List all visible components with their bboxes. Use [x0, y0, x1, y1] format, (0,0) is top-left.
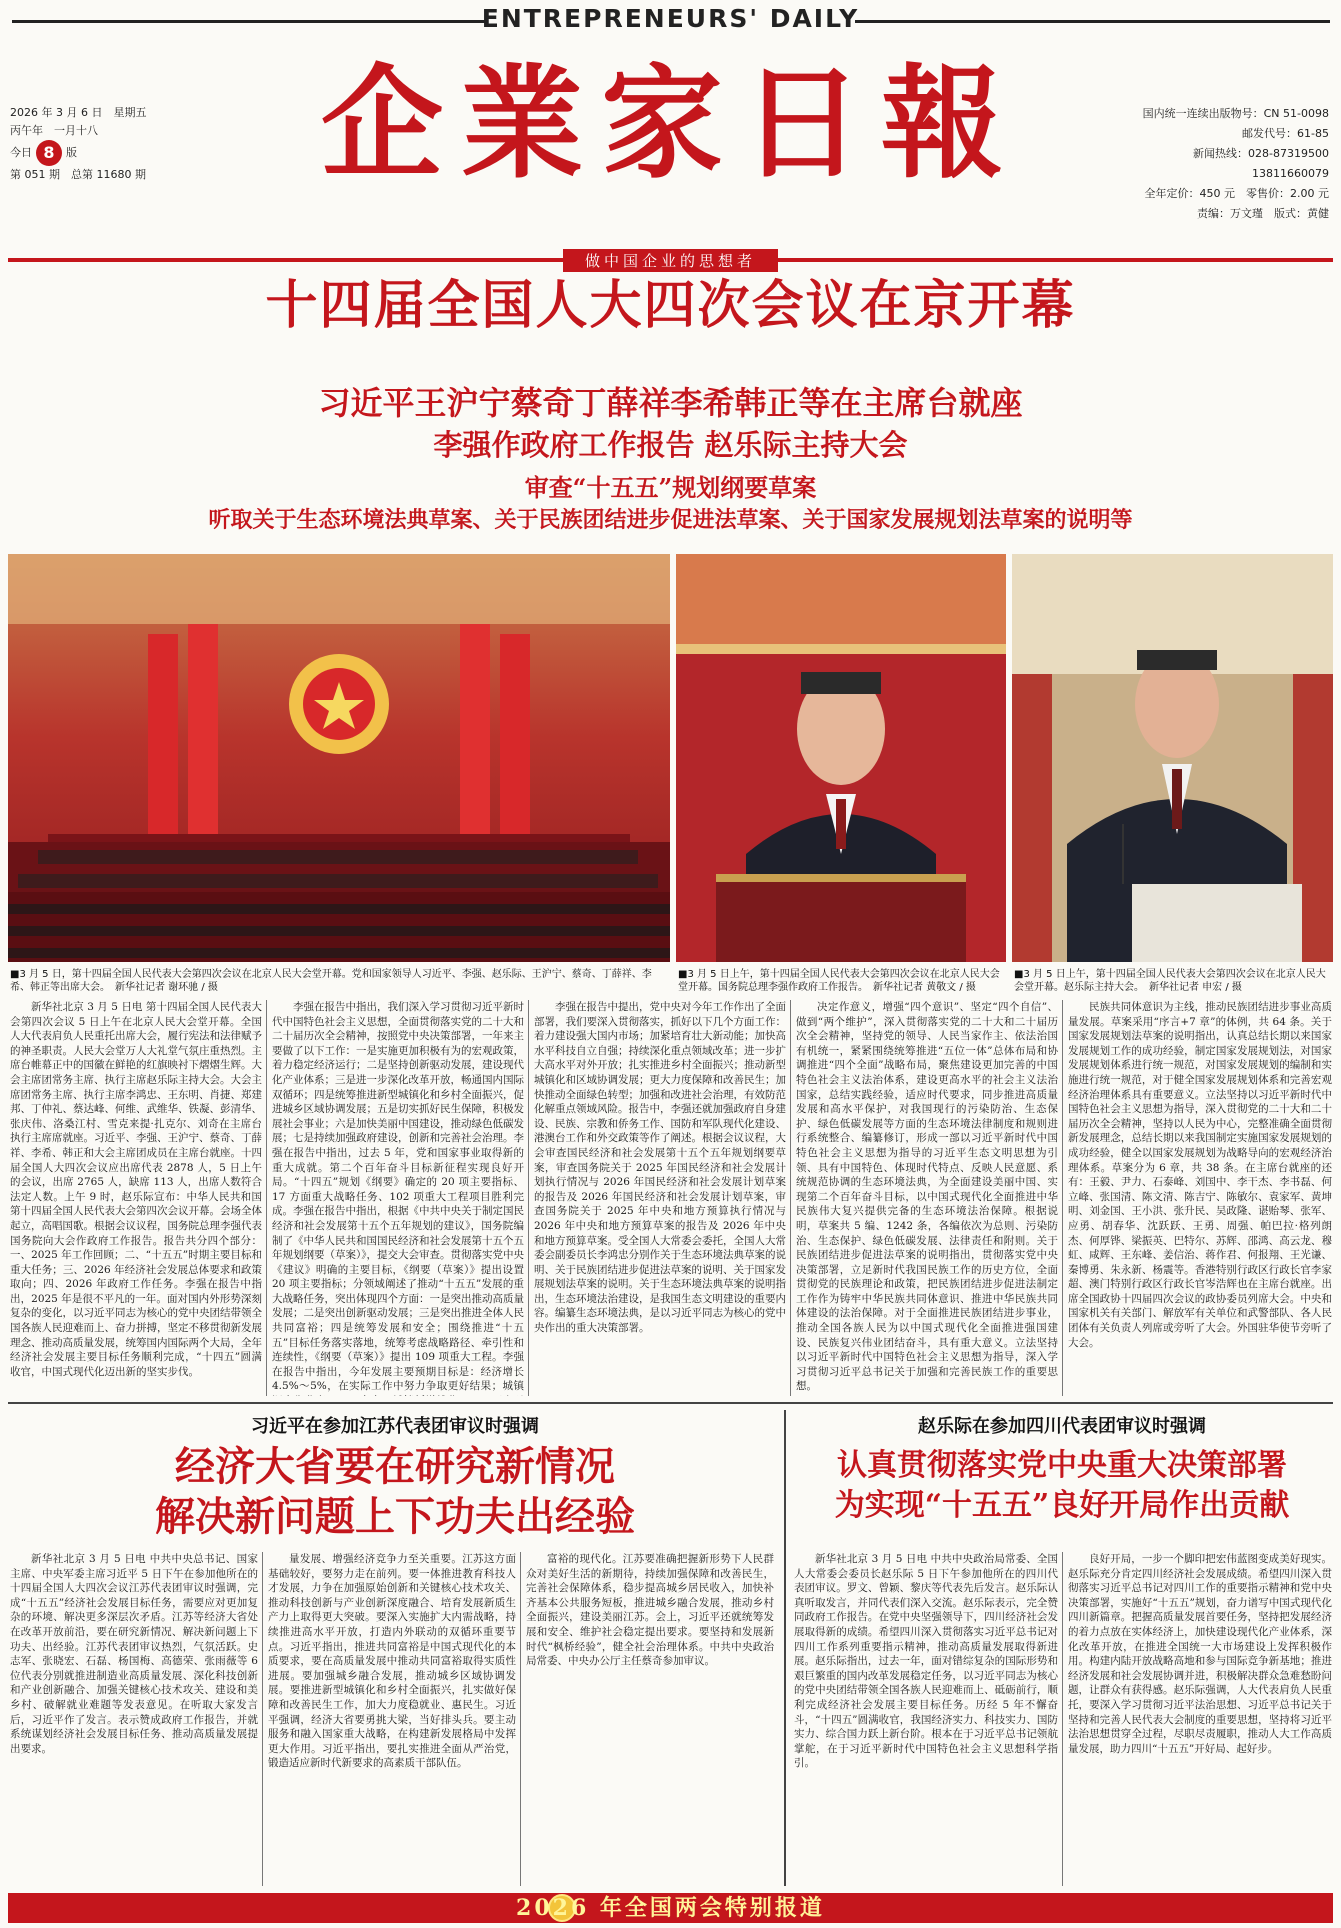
right-story-paragraph-1: 新华社北京 3 月 5 日电 中共中央政治局常委、全国人大常委会委员长赵乐际 5 日下午参加他所在的四川代表团审议。罗文、曾颖、黎庆等代表先后发言。赵乐际认真听取发言，并同代表们深入交流。赵乐际表示，完全赞同政府工作报告。在党中央坚强领导下，四川经济社会发展取得新的成绩。希望四川深入贯彻落实习近平总书记对四川工作系列重要指示精神，推动高质量发展取得新进展。赵乐际指出，过去一年，面对错综复杂的国际形势和艰巨繁重的国内改革发展稳定任务，以习近平同志为核心的党中央团结带领全国各族人民迎难而上、砥砺前行，顺利完成经济社会发展主要目标任务。历经 5 年不懈奋斗，“十四五”圆满收官，我国经济实力、科技实力、国防实力、综合国力跃上新台阶。根本在于习近平总书记领航掌舵，在于习近平新时代中国特色社会主义思想科学指引。: [794, 1553, 1058, 1770]
lead-paragraph-4: 决定作意义，增强“四个意识”、坚定“四个自信”、做到“两个维护”，深入贯彻落实党的二十大和二十届历次全会精神，坚持党的领导、人民当家作主、依法治国有机统一，紧紧围绕统筹推进“五位一体”总体布局和协调推进“四个全面”战略布局，聚焦建设更加完善的中国特色社会主义法治体系，建设更高水平的社会主义法治国家，总结实践经验，适应时代要求，同步推进高质量发展和高水平保护，对我国现行的污染防治、生态保护、绿色低碳发展等方面的生态环境法律制度和规则进行系统整合、编纂修订，形成一部以习近平新时代中国特色社会主义思想为指导的习近平生态文明思想为引领、具有中国特色、体现时代特点、反映人民意愿、系统规范协调的生态环境法典，为全面建设美丽中国、实现第二个百年奋斗目标，以中国式现代化全面推进中华民族伟大复兴提供完备的生态环境法治保障。根据说明，草案共 5 编、1242 条，各编依次为总则、污染防治、生态保护、绿色低碳发展、法律责任和附则。关于民族团结进步促进法草案的说明指出，贯彻落实党中央决策部署，立足新时代我国民族工作的历史方位，全面贯彻党的民族理论和政策，把民族团结进步促进法制定工作作为铸牢中华民族共同体意识、推进中华民族共同体建设的法治保障。对于全面推进民族团结进步事业，推动全国各族人民为以中国式现代化全面推进强国建设、民族复兴伟业团结奋斗，具有重大意义。立法坚持以习近平新时代中国特色社会主义思想为指导，深入学习贯彻习近平总书记关于加强和完善民族工作的重要思想。: [796, 1001, 1058, 1393]
left-story-paragraph-2: 量发展、增强经济竞争力至关重要。江苏这方面基础较好，要努力走在前列。要一体推进教育科技人才发展，力争在加强原始创新和关键核心技术攻关、推动科技创新与产业创新深度融合、培育发展新质生产力上取得更大突破。要深入实施扩大内需战略，持续推进高水平开放，打造内外联动的双循环重要节点。习近平指出，推进共同富裕是中国式现代化的本质要求，要在高质量发展中推动共同富裕取得实质性进展。要加强城乡融合发展，推动城乡区域协调发展。要推进新型城镇化和乡村全面振兴，扎实做好保障和改善民生工作，加大力度稳就业、惠民生。习近平强调，经济大省要勇挑大梁，当好排头兵。要主动服务和融入国家重大战略，在构建新发展格局中发挥更大作用。习近平指出，要扎实推进全面从严治党，锻造适应新时代新要求的高素质干部队伍。: [268, 1553, 516, 1770]
lead-article-column-1: [10, 1000, 262, 1396]
total-issue-number: 总第 11680 期: [71, 168, 146, 181]
issue-weekday: 星期五: [113, 106, 147, 119]
column-rule: [262, 1552, 263, 1886]
left-story-column-1: [10, 1552, 258, 1886]
page-count-badge: 8: [36, 140, 62, 166]
left-story-column-2: [268, 1552, 516, 1886]
lead-headline: 十四届全国人大四次会议在京开幕: [265, 275, 1076, 336]
great-hall-illustration: [8, 554, 670, 962]
right-story-paragraph-2: 良好开局，一步一个脚印把宏伟蓝图变成美好现实。赵乐际充分肯定四川经济社会发展成绩。希望四川深入贯彻落实习近平总书记对四川工作的重要指示精神和党中央决策部署，实施好“十五五”规划，奋力谱写中国式现代化四川新篇章。把握高质量发展首要任务，坚持把发展经济的着力点放在实体经济上，加快建设现代化产业体系，深化改革开放，在推进全国统一大市场建设上发挥积极作用。构建内陆开放战略高地和参与国际竞争新基地；推进经济发展和社会发展协调并进，积极解决群众急难愁盼问题，让群众有获得感。赵乐际强调，人大代表肩负人民重托，要深入学习贯彻习近平法治思想、习近平总书记关于坚持和完善人民代表大会制度的重要思想，坚持将习近平法治思想贯穿全过程，尽职尽责履职，推动人大工作高质量发展，助力四川“十五五”开好局、起好步。: [1068, 1553, 1332, 1755]
photo-caption-1: ■3 月 5 日，第十四届全国人民代表大会第四次会议在北京人民大会堂开幕。党和国家领导人习近平、李强、赵乐际、王沪宁、蔡奇、丁薛祥、李希、韩正等出席大会。 新华社记者 谢环驰 / 摄: [10, 969, 652, 993]
news-hotline: 新闻热线：028-87319500: [1193, 147, 1329, 160]
lead-paragraph-2: 李强在报告中指出，我们深入学习贯彻习近平新时代中国特色社会主义思想，全面贯彻落实党的二十大和二十届历次全会精神，按照党中央决策部署，一年来主要做了以下工作：一是实施更加积极有为的宏观政策，着力稳定经济运行；二是坚持创新驱动发展，建设现代化产业体系；三是进一步深化改革开放，畅通国内国际双循环；四是统筹推进新型城镇化和乡村全面振兴，促进城乡区域协调发展；五是切实抓好民生保障，积极发展社会事业；六是加快美丽中国建设，推动绿色低碳发展；七是持续加强政府建设，创新和完善社会治理。李强在报告中指出，过去 5 年，党和国家事业取得新的重大成就。第二个百年奋斗目标新征程实现良好开局。“十四五”规划《纲要》确定的 20 项主要指标、17 方面重大战略任务、102 项重大工程项目胜利完成。李强在报告中指出，根据《中共中央关于制定国民经济和社会发展第十五个五年规划的建议》，国务院编制了《中华人民共和国国民经济和社会发展第十五个五年规划纲要（草案）》，提交大会审查。贯彻落实党中央《建议》明确的主要目标，《纲要（草案）》提出设置 20 项主要指标；分领域阐述了推动“十五五”发展的重大战略任务，突出体现四个方面：一是突出推动高质量发展；二是突出创新驱动发展；三是突出推进全体人民共同富裕；四是统筹发展和安全；围绕推进“十五五”目标任务落实落地，统筹考虑战略路径、牵引性和连续性，《纲要（草案）》提出 109 项重大工程。李强在报告中指出，今年发展主要预期目标是：经济增长 4.5%～5%，在实际工作中努力争取更好结果；城镇: [272, 1001, 524, 1393]
issue-number: 第 051 期: [10, 168, 60, 181]
left-story-paragraph-1: 新华社北京 3 月 5 日电 中共中央总书记、国家主席、中央军委主席习近平 5 日下午在参加他所在的十四届全国人大四次会议江苏代表团审议时强调，完成“十五五”经济社会发展目标任务，需要应对更加复杂的环境、解决更多深层次矛盾。江苏等经济大省处在改革开放前沿，要在研究新情况、解决新问题上下功夫、出经验。江苏代表团审议热烈，气氛活跃。史志军、张晓宏、石磊、杨国梅、高德荣、张雨薇等 6 位代表分别就推进制造业高质量发展、深化科技创新和产业创新融合、加强关键核心技术攻关、建设和美乡村、破解就业难题等发表意见。在听取大家发言后，习近平作了发言。表示赞成政府工作报告，并就系统谋划经济社会发展目标任务、推动高质量发展提出要求。: [10, 1553, 258, 1755]
column-rule: [1062, 1000, 1063, 1396]
lead-article-column-5: [1068, 1000, 1332, 1396]
column-rule: [790, 1000, 791, 1396]
lead-paragraph-3: 李强在报告中提出，党中央对今年工作作出了全面部署，我们要深入贯彻落实，抓好以下几个方面工作：着力建设强大国内市场；加紧培育壮大新动能；加快高水平科技自立自强；持续深化重点领域改革；进一步扩大高水平对外开放；扎实推进乡村全面振兴；推动新型城镇化和区域协调发展；更大力度保障和改善民生；加快推动全面绿色转型；加强和改进社会治理，有效防范化解重点领域风险。报告中，李强还就加强政府自身建设、民族、宗教和侨务工作、国防和军队现代化建设、港澳台工作和外交政策等作了阐述。根据会议议程，大会审查国民经济和社会发展第十五个五年规划纲要草案，审查国务院关于 2025 年国民经济和社会发展计划执行情况与 2026 年国民经济和社会发展计划草案的报告及 2026 年国民经济和社会发展计划草案，审查国务院关于 2025 年中央和地方预算执行情况与 2026 年中央和地方预算草案的报告及 2026 年中央和地方预算草案。受全国人大常委会委托，全国人大常委会副委员长李鸿忠分别作关于生态环境法典草案的说明、关于民族团结进步促进法草案的说明、关于国家发展规划法草案的说明。关于生态环境法典草案的说明指出，生态环境法治建设，是我国生态文明建设的重要内容。编纂生态环境法典，是以习近平同志为核心的党中央作出的重大决策部署。: [534, 1001, 786, 1335]
lead-subhead-1: 习近平王沪宁蔡奇丁薛祥李希韩正等在主席台就座: [318, 384, 1023, 422]
lead-subhead-4: 听取关于生态环境法典草案、关于民族团结进步促进法草案、关于国家发展规划法草案的说明等: [208, 507, 1133, 533]
speaker-illustration-2: [1012, 554, 1333, 962]
photo-caption-3: ■3 月 5 日上午，第十四届全国人民代表大会第四次会议在北京人民大会堂开幕。赵乐际主持大会。 新华社记者 申宏 / 摄: [1014, 969, 1326, 993]
lead-article-column-4: [796, 1000, 1058, 1396]
section-divider: [8, 1402, 1333, 1404]
editor-credits: 责编：万文瑾 版式：黄健: [1197, 207, 1329, 220]
lead-paragraph-5: 民族共同体意识为主线，推动民族团结进步事业高质量发展。草案采用“序言+7 章”的体例，共 64 条。关于国家发展规划法草案的说明指出，认真总结长期以来国家发展规划工作的成功经验，制定国家发展规划法，对国家发展规划体系进行统一规范，对国家发展规划的编制和实施进行统一规范，对于健全国家发展规划体系和完善宏观经济治理体系具有重要意义。立法坚持以习近平新时代中国特色社会主义思想为指导，深入贯彻党的二十大和二十届历次全会精神，坚持以人民为中心，完整准确全面贯彻新发展理念，总结长期以来我国制定实施国家发展规划的成功经验，健全以国家发展规划为战略导向的宏观经济治理体系。草案分为 6 章，共 38 条。在主席台就座的还有：王毅、尹力、石泰峰、刘国中、李干杰、李书磊、何立峰、张国清、陈文清、陈吉宁、陈敏尔、袁家军、黄坤明、刘金国、王小洪、张升民、吴政隆、谌贻琴、张军、应勇、胡春华、沈跃跃、王勇、周强、帕巴拉·格列朗杰、何厚铧、梁振英、巴特尔、苏辉、邵鸿、高云龙、穆虹、咸辉、王东峰、姜信治、蒋作君、何报翔、王光谦、秦博勇、朱永新、杨震等。香港特别行政区行政长官李家超、澳门特别行政区行政长官岑浩辉也在主席台就座。出席全国政协十四届四次会议的政协委员列席大会。中央和国家机关有关部门、解放军有关单位和武警部队、各人民团体有关负责人列席或旁听了大会。外国驻华使节旁听了大会。: [1068, 1001, 1332, 1349]
slogan-bar: [0, 249, 1341, 272]
lead-article-column-2: [272, 1000, 524, 1396]
left-story-kicker: 习近平在参加江苏代表团审议时强调: [251, 1416, 539, 1437]
right-story-headline-1: 认真贯彻落实党中央重大决策部署: [837, 1448, 1287, 1483]
page-suffix: 版: [66, 146, 77, 159]
left-story-headline-2: 解决新问题上下功夫出经验: [155, 1493, 635, 1540]
column-rule: [528, 1000, 529, 1396]
news-hotline-mobile: 13811660079: [1252, 167, 1329, 180]
photo-great-hall: [8, 554, 670, 962]
left-story-headline-1: 经济大省要在研究新情况: [175, 1443, 615, 1490]
right-story-column-2: [1068, 1552, 1332, 1886]
column-rule: [266, 1000, 267, 1396]
column-rule: [1062, 1552, 1063, 1886]
left-story-paragraph-3: 富裕的现代化。江苏要准确把握新形势下人民群众对美好生活的新期待，持续加强保障和改善民生，完善社会保障体系，稳步提高城乡居民收入，加快补齐基本公共服务短板，推进城乡融合发展，推动乡村全面振兴，建设美丽江苏。会上，习近平还就统筹发展和安全、维护社会稳定提出要求。要坚持和发展新时代“枫桥经验”，健全社会治理体系。中共中央政治局常委、中央办公厅主任蔡奇参加审议。: [526, 1553, 774, 1668]
slogan: 做中国企业的思想者: [563, 249, 778, 272]
story-divider: [784, 1410, 786, 1886]
right-story-kicker: 赵乐际在参加四川代表团审议时强调: [918, 1416, 1206, 1437]
lunar-date: 丙午年 一月十八: [10, 124, 98, 137]
right-story-headline-2: 为实现“十五五”良好开局作出贡献: [834, 1488, 1290, 1523]
newspaper-logo: 企業家日報: [321, 51, 1021, 195]
price-info: 全年定价：450 元 零售价：2.00 元: [1144, 187, 1329, 200]
publication-info: [1143, 104, 1329, 224]
masthead: [0, 0, 1341, 220]
column-rule: [520, 1552, 521, 1886]
photo-zhao-leji: [1012, 554, 1333, 962]
photo-caption-2: ■3 月 5 日上午，第十四届全国人民代表大会第四次会议在北京人民大会堂开幕。国务院总理李强作政府工作报告。 新华社记者 黄敬文 / 摄: [678, 969, 1000, 993]
today-label: 今日: [10, 146, 32, 159]
speaker-illustration-1: [676, 554, 1006, 962]
issue-date: 2026 年 3 月 6 日: [10, 106, 103, 119]
right-story-column-1: [794, 1552, 1058, 1886]
lead-article-column-3: [534, 1000, 786, 1396]
lead-paragraph-1: 新华社北京 3 月 5 日电 第十四届全国人民代表大会第四次会议 5 日上午在北京人民大会堂开幕。全国人大代表肩负人民重托出席大会，履行宪法和法律赋予的神圣职责。人民大会堂万人大礼堂气氛庄重热烈。主席台帷幕正中的国徽在鲜艳的红旗映衬下熠熠生辉。大会主席团常务主席、执行主席赵乐际主持大会。大会主席团常务主席、执行主席李鸿忠、王东明、肖捷、郑建邦、丁仲礼、蔡达峰、何维、武维华、铁凝、彭清华、张庆伟、洛桑江村、雪克来提·扎克尔、刘奇在主席台执行主席席就座。习近平、李强、王沪宁、蔡奇、丁薛祥、李希、韩正和大会主席团成员在主席台就座。十四届全国人大四次会议应出席代表 2878 人，5 日上午的会议，出席 2765 人，缺席 113 人，出席人数符合法定人数。上午 9 时，赵乐际宣布：中华人民共和国第十四届全国人民代表大会第四次会议开幕。会场全体起立，高唱国歌。根据会议议程，国务院总理李强代表国务院向大会作政府工作报告。报告共分四个部分：一、2025 年工作回顾；二、“十五五”时期主要目标和重大任务；三、2026 年经济社会发展总体要求和政策取向；四、2026 年政府工作任务。李强在报告中指出，2025 年是很不平凡的一年。面对国内外形势深刻复杂的变化，以习近平同志为核心的党中央团结带领全国各族人民迎难而上、奋力拼搏，坚定不移贯彻新发展理念、推动高质量发展，统筹国内国际两个大局，全年经济社会发展主要目标任务顺利完成，“十四五”圆满收官，中国式现代化迈出新的坚实步伐。: [10, 1001, 262, 1378]
photo-li-qiang: [676, 554, 1006, 962]
issue-info: [10, 104, 146, 184]
left-story-column-3: [526, 1552, 774, 1886]
postal-code: 邮发代号：61-85: [1242, 127, 1329, 140]
lead-subhead-3: 审查“十五五”规划纲要草案: [524, 473, 817, 502]
english-title: ENTREPRENEURS' DAILY: [481, 4, 860, 33]
lead-subhead-2: 李强作政府工作报告 赵乐际主持大会: [433, 428, 908, 462]
footer-special-report: 2026 年全国两会特别报道: [516, 1895, 825, 1921]
cn-number: 国内统一连续出版物号：CN 51-0098: [1142, 107, 1329, 120]
